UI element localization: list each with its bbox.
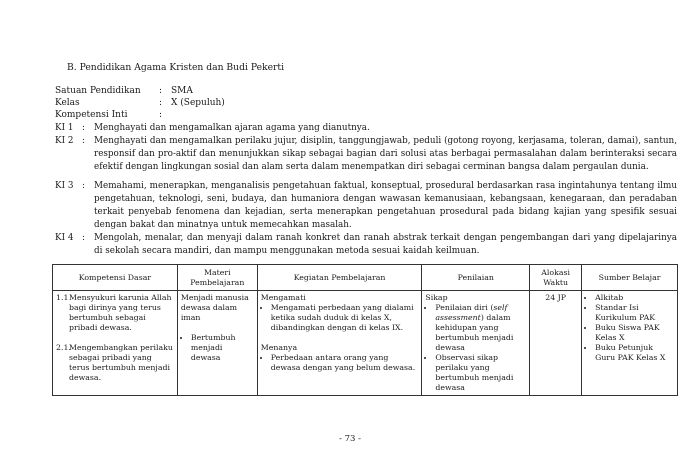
penilaian-item1-post: ) dalam kehidupan yang bertumbuh menjadi dewasa (435, 313, 514, 352)
list-item: • Buku Siswa PAK Kelas X (595, 323, 674, 343)
meta-colon: : (159, 98, 163, 108)
menanya-list (261, 353, 419, 373)
table-row (53, 291, 678, 396)
meta-label: Kompetensi Inti (55, 110, 128, 120)
meta-label: Satuan Pendidikan (55, 86, 141, 96)
meta-value: X (Sepuluh) (171, 98, 225, 108)
cell-penilaian (422, 291, 530, 396)
ki-code: KI 1 (55, 123, 74, 133)
cell-kegiatan (257, 291, 422, 396)
section-heading: B. Pendidikan Agama Kristen dan Budi Pekerti (67, 62, 285, 73)
ki-1 (55, 122, 677, 135)
header-kompetensi-dasar: Kompetensi Dasar (53, 265, 178, 291)
ki-text: Menghayati dan mengamalkan perilaku jujur, disiplin, tanggungjawab, peduli (gotong royong, kerjasama, toleran, damai), santun, responsif dan pro-aktif dan menunjukkan sikap sebagai bagian dari solusi atas berbagai permasalahan dalam berinteraksi secara efektif dengan lingkungan sosial dan alam serta dalam menempatkan diri sebagai cerminan bangsa dalam pergaulan dunia. (94, 136, 677, 172)
ki-4 (55, 232, 677, 258)
header-penilaian: Penilaian (422, 265, 530, 291)
list-item: • Observasi sikap perilaku yang bertumbuh menjadi dewasa (435, 353, 526, 393)
materi-intro: Menjadi manusia dewasa dalam iman (180, 293, 249, 322)
ki-code: KI 2 (55, 136, 74, 146)
ki-colon: : (82, 123, 85, 133)
cell-alokasi-waktu: 24 JP (530, 291, 582, 396)
header-kegiatan: Kegiatan Pembelajaran (257, 265, 422, 291)
cell-materi (177, 291, 257, 396)
header-sumber-belajar: Sumber Belajar (582, 265, 678, 291)
ki-3 (55, 180, 677, 232)
kd-number: 1.1 (56, 293, 69, 302)
meta-label: Kelas (55, 98, 80, 108)
ki-text: Memahami, menerapkan, menganalisis pengetahuan faktual, konseptual, prosedural berdasarkan rasa ingintahunya tentang ilmu pengetahuan, teknologi, seni, budaya, dan humaniora dengan wawasan kemanusiaan, kebangsaan, kenegaraan, dan peradaban terkait penyebab fenomena dan kejadian, serta menerapkan pengetahuan prosedural pada bidang kajian yang spesifik sesuai dengan bakat dan minatnya untuk memecahkan masalah. (94, 181, 677, 230)
mengamati-title: Mengamati (260, 293, 306, 302)
kd-text: Mensyukuri karunia Allah bagi dirinya yang terus bertumbuh sebagai pribadi dewasa. (69, 293, 172, 332)
meta-satuan-pendidikan (55, 86, 193, 96)
kd-item (56, 343, 174, 383)
cell-sumber-belajar (582, 291, 678, 396)
cell-kompetensi-dasar (53, 291, 178, 396)
ki-text: Mengolah, menalar, dan menyaji dalam ranah konkret dan ranah abstrak terkait dengan pengembangan dari yang dipelajarinya di sekolah secara mandiri, dan mampu menggunakan metoda sesuai kaidah keilmuan. (94, 233, 677, 256)
ki-colon: : (82, 181, 85, 191)
menanya-title: Menanya (260, 343, 298, 352)
ki-text: Menghayati dan mengamalkan ajaran agama yang dianutnya. (94, 123, 370, 133)
list-item: • Alkitab (595, 293, 674, 303)
meta-kompetensi-inti (55, 110, 171, 120)
ki-2 (55, 135, 677, 174)
penilaian-list (425, 303, 526, 393)
ki-colon: : (82, 136, 85, 146)
kd-text: Mengembangkan perilaku sebagai pribadi yang terus bertumbuh menjadi dewasa. (69, 343, 173, 382)
page-number: - 73 - (339, 434, 361, 444)
materi-list (181, 333, 254, 363)
meta-kelas (55, 98, 225, 108)
penilaian-item1-em: self assessment (435, 303, 508, 322)
penilaian-title: Sikap (425, 293, 448, 302)
syllabus-table (52, 264, 678, 396)
list-item (435, 303, 526, 353)
ki-code: KI 4 (55, 233, 74, 243)
sumber-list (585, 293, 674, 363)
kd-number: 2.1. (56, 343, 71, 352)
penilaian-item1-pre: Penilaian diri ( (435, 303, 494, 312)
mengamati-list (261, 303, 419, 333)
ki-code: KI 3 (55, 181, 74, 191)
header-alokasi-waktu: Alokasi Waktu (530, 265, 582, 291)
list-item: • Bertumbuh menjadi dewasa (191, 333, 254, 363)
list-item: • Buku Petunjuk Guru PAK Kelas X (595, 343, 674, 363)
list-item: • Perbedaan antara orang yang dewasa dengan yang belum dewasa. (271, 353, 419, 373)
kd-item (56, 293, 174, 333)
list-item: • Standar Isi Kurikulum PAK (595, 303, 674, 323)
table-header-row (53, 265, 678, 291)
ki-colon: : (82, 233, 85, 243)
header-materi: Materi Pembelajaran (177, 265, 257, 291)
list-item: • Mengamati perbedaan yang dialami ketika sudah duduk di kelas X, dibandingkan dengan di kelas IX. (271, 303, 419, 333)
meta-colon: : (159, 110, 163, 120)
meta-colon: : (159, 86, 163, 96)
meta-value: SMA (171, 86, 193, 96)
